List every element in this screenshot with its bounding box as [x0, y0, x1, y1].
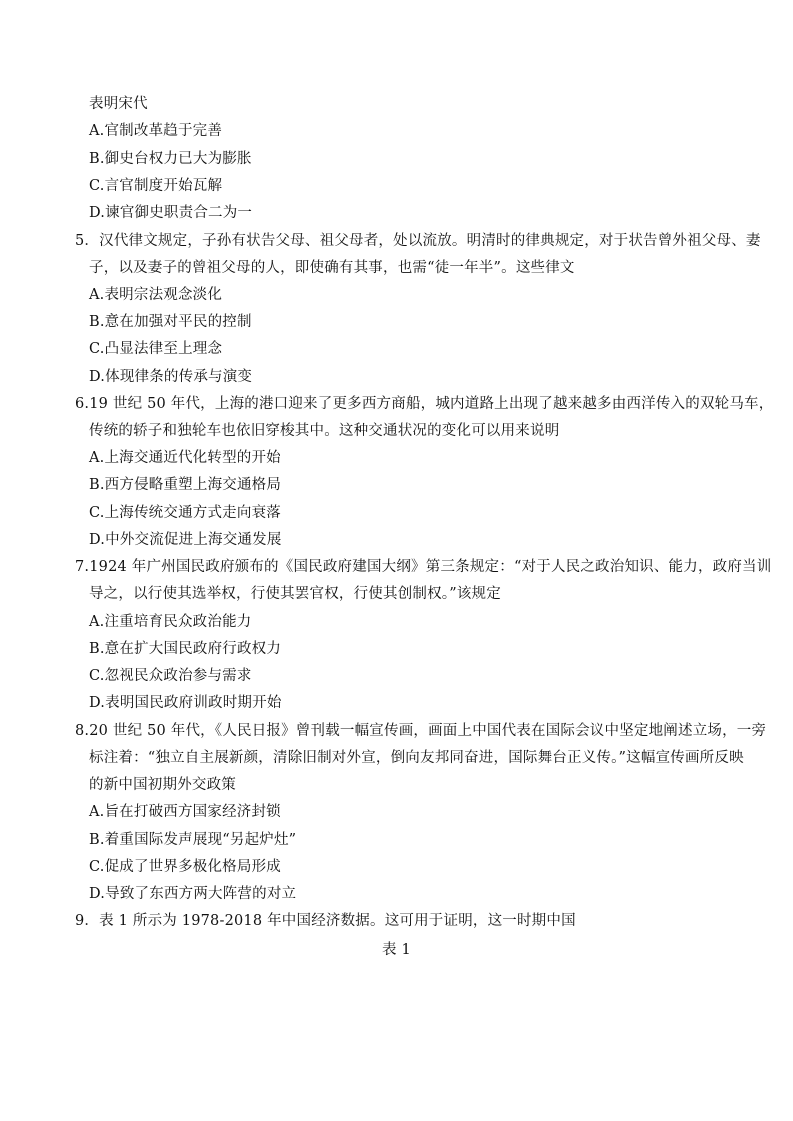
question-text: 的新中国初期外交政策 [89, 777, 236, 793]
answer-option: B.意在加强对平民的控制 [89, 314, 252, 330]
answer-option: D.谏官御史职责合二为一 [89, 205, 253, 221]
answer-option: A.官制改革趋于完善 [89, 123, 223, 139]
answer-option: B.着重国际发声展现“另起炉灶” [89, 832, 297, 848]
answer-option: B.御史台权力已大为膨胀 [89, 151, 252, 167]
answer-option: C.言官制度开始瓦解 [89, 178, 223, 194]
answer-option: D.表明国民政府训政时期开始 [89, 695, 282, 711]
answer-option: D.体现律条的传承与演变 [89, 369, 253, 385]
answer-option: C.上海传统交通方式走向衰落 [89, 505, 281, 521]
answer-option: D.导致了东西方两大阵营的对立 [89, 886, 297, 902]
question-text: 子，以及妻子的曾祖父母的人，即使确有其事，也需“徒一年半”。这些律文 [89, 260, 575, 276]
answer-option: A.表明宗法观念淡化 [89, 287, 223, 303]
question-stem: 6.19 世纪 50 年代，上海的港口迎来了更多西方商船，城内道路上出现了越来越多由西洋传入的双轮马车， [75, 396, 774, 412]
answer-option: D.中外交流促进上海交通发展 [89, 532, 282, 548]
question-stem: 5．汉代律文规定，子孙有状告父母、祖父母者，处以流放。明清时的律典规定，对于状告曾外祖父母、妻 [75, 233, 761, 249]
table-caption: 表 1 [382, 942, 411, 958]
question-stem: 7.1924 年广州国民政府颁布的《国民政府建国大纲》第三条规定：“对于人民之政治知识、能力，政府当训 [75, 559, 772, 575]
question-stem: 9．表 1 所示为 1978-2018 年中国经济数据。这可用于证明，这一时期中国 [75, 913, 576, 929]
answer-option: B.意在扩大国民政府行政权力 [89, 641, 282, 657]
answer-option: A.注重培育民众政治能力 [89, 614, 252, 630]
answer-option: B.西方侵略重塑上海交通格局 [89, 477, 282, 493]
answer-option: A.旨在打破西方国家经济封锁 [89, 804, 281, 820]
question-text: 导之，以行使其选举权，行使其罢官权，行使其创制权。”该规定 [89, 586, 501, 602]
answer-option: C.促成了世界多极化格局形成 [89, 859, 281, 875]
answer-option: C.凸显法律至上理念 [89, 341, 223, 357]
answer-option: A.上海交通近代化转型的开始 [89, 450, 281, 466]
question-stem: 8.20 世纪 50 年代，《人民日报》曾刊载一幅宣传画，画面上中国代表在国际会议中坚定地阐述立场，一旁 [75, 723, 767, 739]
question-text: 表明宋代 [89, 96, 148, 112]
question-text: 标注着：“独立自主展新颜，清除旧制对外宣，倒向友邦同奋进，国际舞台正义传。”这幅宣传画所反映 [89, 750, 744, 766]
answer-option: C.忽视民众政治参与需求 [89, 668, 252, 684]
question-text: 传统的轿子和独轮车也依旧穿梭其中。这种交通状况的变化可以用来说明 [89, 423, 560, 439]
